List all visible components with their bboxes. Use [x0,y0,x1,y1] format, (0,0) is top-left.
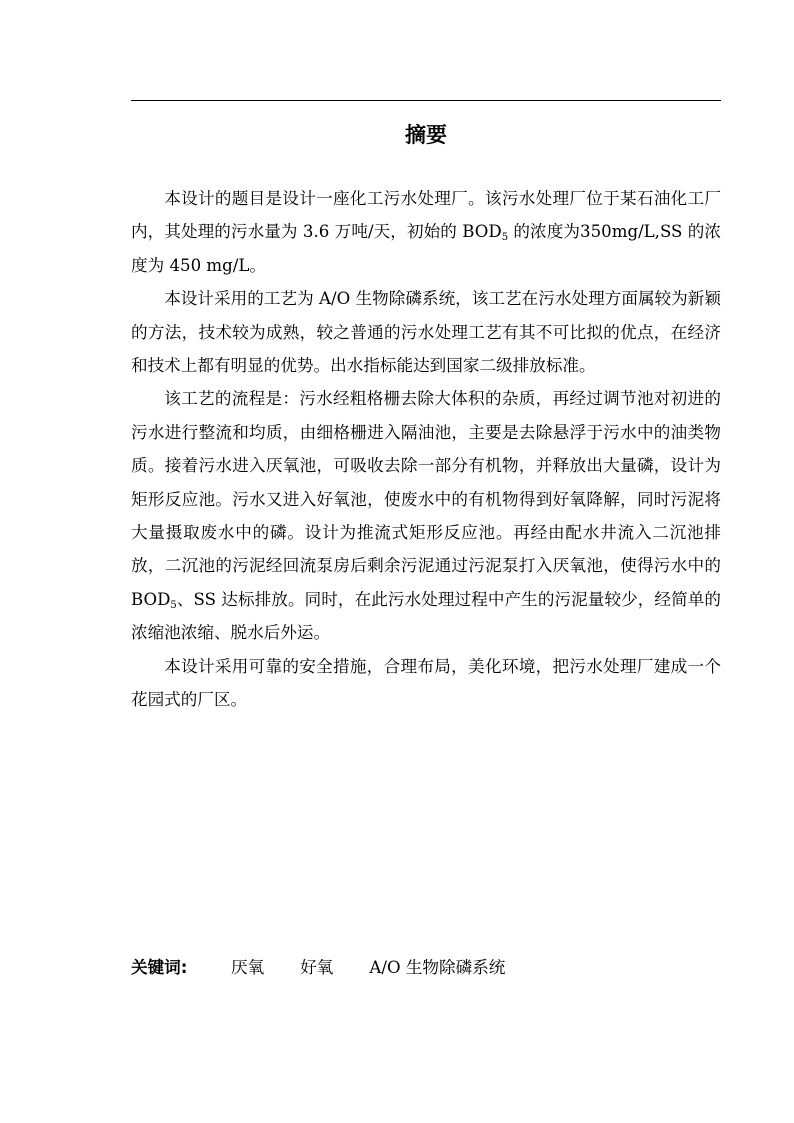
header-rule [131,100,721,101]
paragraph-1 [131,182,721,282]
subscript-5: 5 [501,232,509,244]
paragraph-3 [131,382,721,649]
paragraph-4: 本设计采用可靠的安全措施，合理布局，美化环境，把污水处理厂建成一个花园式的厂区。 [131,656,721,710]
paragraph-2: 本设计采用的工艺为 A/O 生物除磷系统，该工艺在污水处理方面属较为新颖的方法，技术较为成熟，较之普通的污水处理工艺有其不可比拟的优点，在经济和技术上都有明显的优势。出水指标能达到国家二级排放标准。 [131,289,721,376]
subscript-5: 5 [170,599,177,611]
page-title: 摘要 [405,123,447,147]
paragraph-1-text-a: 本设计的题目是设计一座化工污水处理厂。该污水处理厂位于某石油化工厂内，其处理的污水量为 3.6 万吨/天，初始的 BOD [131,189,721,242]
paragraph-3-text-b: 、SS 达标排放。同时，在此污水处理过程中产生的污泥量较少，经简单的浓缩池浓缩、脱水后外运。 [131,589,721,643]
keyword-item: 好氧 [300,958,334,977]
keywords-line [131,953,721,983]
keyword-item: 厌氧 [231,958,265,977]
keyword-item: A/O 生物除磷系统 [369,958,506,977]
abstract-body [131,182,721,717]
paragraph-1-text-b: 的浓度为350mg/L,SS 的浓度为 450 mg/L。 [131,222,721,275]
keywords-label: 关键词: [131,958,188,977]
paragraph-3-text-a: 该工艺的流程是：污水经粗格栅去除大体积的杂质，再经过调节池对初进的污水进行整流和均质，由细格栅进入隔油池，主要是去除悬浮于污水中的油类物质。接着污水进入厌氧池，可吸收去除一部分有机物，并释放出大量磷，设计为矩形反应池。污水又进入好氧池，使废水中的有机物得到好氧降解，同时污泥将大量摄取废水中的磷。设计为推流式矩形反应池。再经由配水井流入二沉池排放，二沉池的污泥经回流泵房后剩余污泥通过污泥泵打入厌氧池，使得污水中的 BOD [131,389,721,609]
